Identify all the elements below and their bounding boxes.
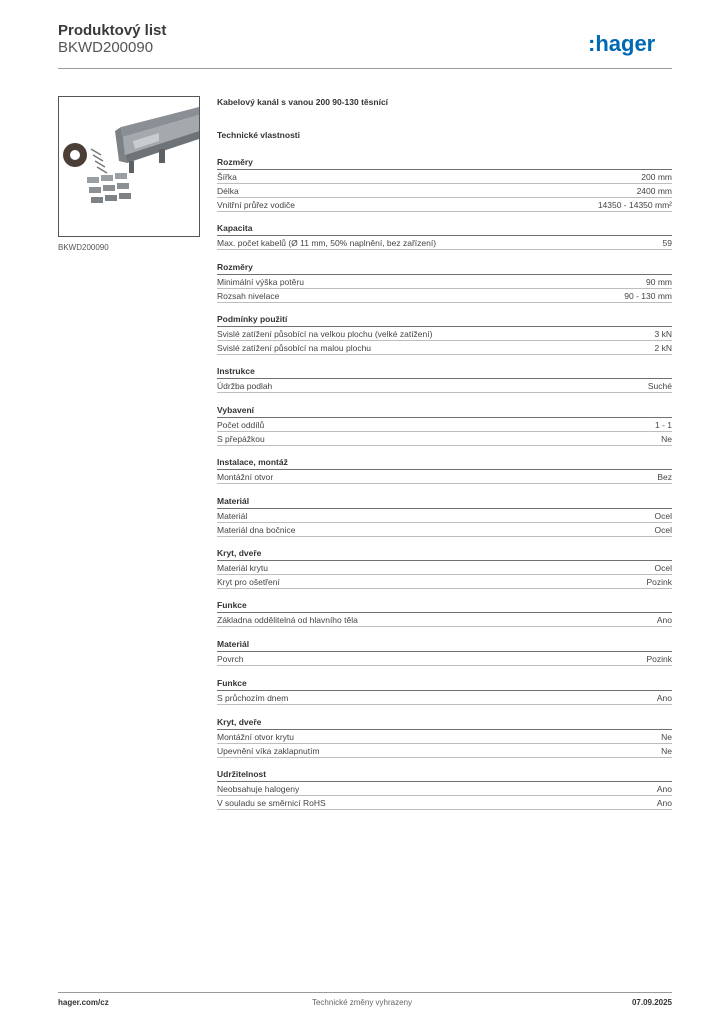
section-heading: Materiál <box>217 639 672 652</box>
section-heading: Funkce <box>217 600 672 613</box>
spec-row <box>217 198 672 212</box>
spec-row <box>217 289 672 303</box>
spec-value: 14350 - 14350 mm² <box>597 200 672 210</box>
spec-section <box>217 548 672 589</box>
spec-label: Svislé zatížení působící na malou plochu <box>217 343 372 353</box>
spec-label: Povrch <box>217 654 244 664</box>
section-heading: Instalace, montáž <box>217 457 672 470</box>
spec-label: S přepážkou <box>217 434 265 444</box>
spec-row <box>217 275 672 289</box>
spec-label: Montážní otvor krytu <box>217 732 295 742</box>
spec-value: Ocel <box>654 563 672 573</box>
spec-row <box>217 561 672 575</box>
spec-value: Ano <box>656 615 672 625</box>
page-header <box>58 22 672 68</box>
spec-value: 2400 mm <box>636 186 672 196</box>
spec-label: Počet oddílů <box>217 420 265 430</box>
spec-row <box>217 432 672 446</box>
spec-value: Ano <box>656 693 672 703</box>
document-title: Produktový list <box>58 22 167 39</box>
spec-value: Ne <box>661 434 672 444</box>
spec-value: Ano <box>656 784 672 794</box>
spec-row <box>217 170 672 184</box>
spec-section <box>217 769 672 810</box>
spec-row <box>217 782 672 796</box>
spec-value: Ano <box>656 798 672 808</box>
product-title: Kabelový kanál s vanou 200 90-130 těsnící <box>217 97 389 107</box>
spec-label: Rozsah nivelace <box>217 291 280 301</box>
spec-section <box>217 366 672 393</box>
spec-row <box>217 327 672 341</box>
spec-label: Materiál krytu <box>217 563 269 573</box>
spec-section <box>217 157 672 212</box>
hager-logo <box>588 30 672 58</box>
spec-value: Pozink <box>646 654 672 664</box>
footer-note: Technické změny vyhrazeny <box>311 998 413 1007</box>
spec-value: Suché <box>647 381 672 391</box>
spec-label: Minimální výška potěru <box>217 277 304 287</box>
header-divider <box>58 68 672 69</box>
spec-label: S průchozím dnem <box>217 693 289 703</box>
spec-section <box>217 639 672 666</box>
spec-value: 3 kN <box>654 329 672 339</box>
spec-value: Ne <box>661 732 672 742</box>
spec-value: 2 kN <box>654 343 672 353</box>
spec-row <box>217 730 672 744</box>
spec-label: Max. počet kabelů (Ø 11 mm, 50% naplnění, bez zařízení) <box>217 238 437 248</box>
spec-row <box>217 744 672 758</box>
section-heading: Funkce <box>217 678 672 691</box>
spec-value: 200 mm <box>641 172 672 182</box>
spec-label: Kryt pro ošetření <box>217 577 280 587</box>
section-heading: Rozměry <box>217 157 672 170</box>
logo-text: :hager <box>588 31 656 56</box>
spec-label: Délka <box>217 186 239 196</box>
spec-label: V souladu se směrnicí RoHS <box>217 798 326 808</box>
spec-row <box>217 341 672 355</box>
spec-label: Údržba podlah <box>217 381 273 391</box>
spec-label: Materiál <box>217 511 248 521</box>
spec-value: 90 - 130 mm <box>624 291 672 301</box>
footer-date: 07.09.2025 <box>631 998 672 1007</box>
section-heading: Kapacita <box>217 223 672 236</box>
spec-row <box>217 575 672 589</box>
spec-section <box>217 262 672 303</box>
spec-row <box>217 470 672 484</box>
spec-label: Šířka <box>217 172 237 182</box>
spec-row <box>217 796 672 810</box>
spec-section <box>217 717 672 758</box>
spec-label: Materiál dna bočnice <box>217 525 296 535</box>
spec-label: Svislé zatížení působící na velkou plochu (velké zatížení) <box>217 329 433 339</box>
cable-duct-illustration <box>59 97 199 236</box>
spec-row <box>217 613 672 627</box>
spec-section <box>217 457 672 484</box>
spec-section <box>217 223 672 250</box>
spec-value: 1 - 1 <box>654 420 672 430</box>
image-caption: BKWD200090 <box>58 243 109 252</box>
spec-value: 90 mm <box>646 277 672 287</box>
spec-section <box>217 678 672 705</box>
spec-label: Základna oddělitelná od hlavního těla <box>217 615 358 625</box>
spec-value: 59 <box>662 238 672 248</box>
spec-section <box>217 314 672 355</box>
section-heading: Kryt, dveře <box>217 717 672 730</box>
technical-properties-heading: Technické vlastnosti <box>217 130 300 140</box>
footer-divider <box>58 992 672 993</box>
spec-row <box>217 418 672 432</box>
spec-value: Ne <box>661 746 672 756</box>
spec-label: Neobsahuje halogeny <box>217 784 300 794</box>
section-heading: Instrukce <box>217 366 672 379</box>
spec-section <box>217 600 672 627</box>
section-heading: Udržitelnost <box>217 769 672 782</box>
spec-section <box>217 496 672 537</box>
section-heading: Materiál <box>217 496 672 509</box>
spec-row <box>217 184 672 198</box>
spec-value: Pozink <box>646 577 672 587</box>
section-heading: Kryt, dveře <box>217 548 672 561</box>
product-image <box>58 96 200 237</box>
spec-value: Bez <box>657 472 672 482</box>
section-heading: Podmínky použití <box>217 314 672 327</box>
spec-row <box>217 236 672 250</box>
section-heading: Vybavení <box>217 405 672 418</box>
footer-website: hager.com/cz <box>58 998 109 1007</box>
section-heading: Rozměry <box>217 262 672 275</box>
spec-value: Ocel <box>654 525 672 535</box>
product-code: BKWD200090 <box>58 39 154 56</box>
spec-label: Vnitřní průřez vodiče <box>217 200 295 210</box>
spec-row <box>217 523 672 537</box>
spec-label: Montážní otvor <box>217 472 274 482</box>
spec-row <box>217 509 672 523</box>
spec-value: Ocel <box>654 511 672 521</box>
spec-row <box>217 652 672 666</box>
spec-row <box>217 379 672 393</box>
spec-label: Upevnění víka zaklapnutím <box>217 746 320 756</box>
spec-section <box>217 405 672 446</box>
spec-row <box>217 691 672 705</box>
